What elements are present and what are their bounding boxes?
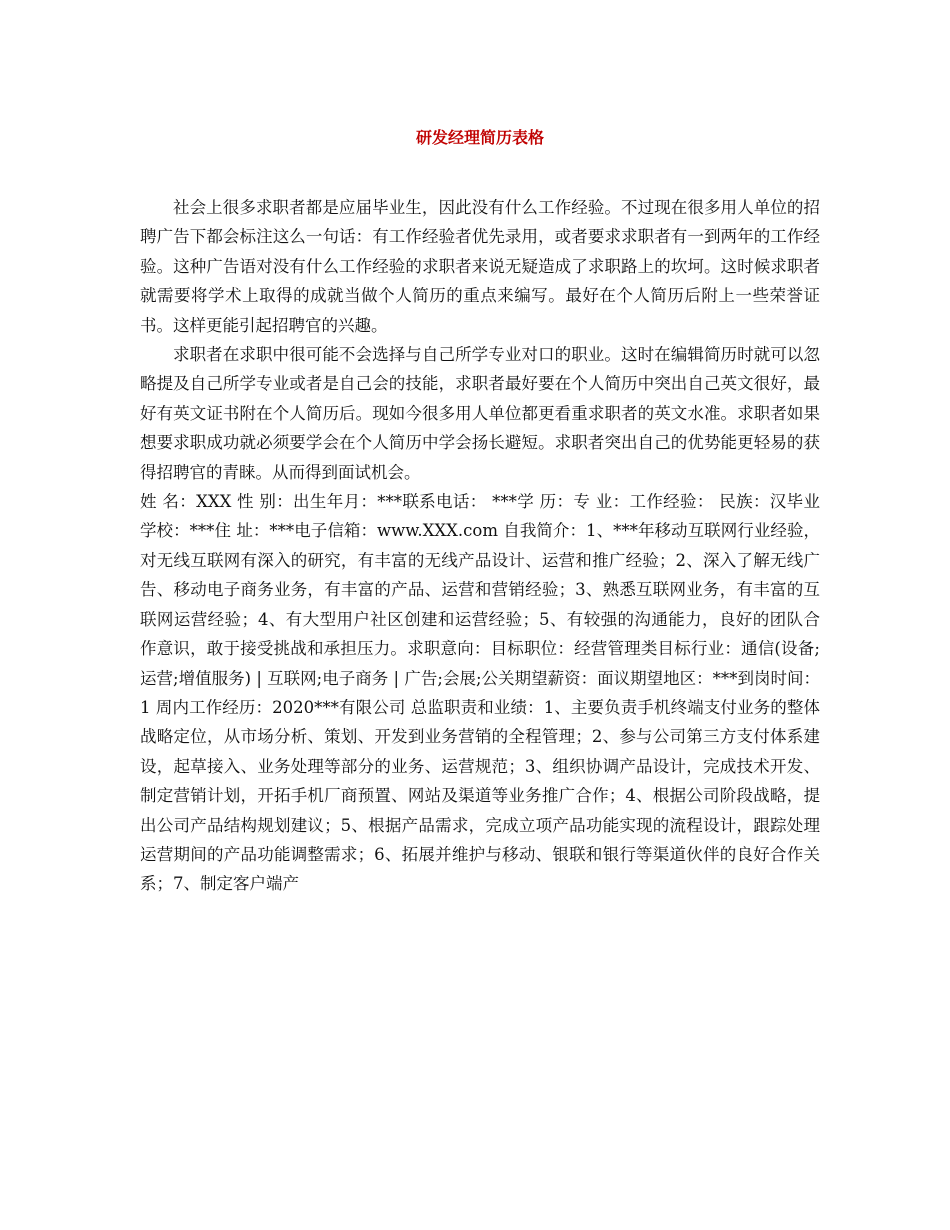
- document-body: [140, 193, 820, 899]
- intro-paragraph-2: 求职者在求职中很可能不会选择与自己所学专业对口的职业。这时在编辑简历时就可以忽略提及自己所学专业或者是自己会的技能，求职者最好要在个人简历中突出自己英文很好，最好有英文证书附在个人简历后。现如今很多用人单位都更看重求职者的英文水准。求职者如果想要求职成功就必须要学会在个人简历中学会扬长避短。求职者突出自己的优势能更轻易的获得招聘官的青睐。从而得到面试机会。: [140, 345, 820, 482]
- resume-details-paragraph: 姓 名：XXX 性 别：出生年月：***联系电话： ***学 历：专 业：工作经验： 民族：汉毕业学校：***住 址：***电子信箱：www.XXX.com 自我简介：1、***年移动互联网行业经验，对无线互联网有深入的研究，有丰富的无线产品设计、运营和推广经验；2、深入了解无线广告、移动电子商务业务，有丰富的产品、运营和营销经验；3、熟悉互联网业务，有丰富的互联网运营经验；4、有大型用户社区创建和运营经验；5、有较强的沟通能力，良好的团队合作意识，敢于接受挑战和承担压力。求职意向：目标职位：经营管理类目标行业：通信(设备;运营;增值服务) | 互联网;电子商务 | 广告;会展;公关期望薪资：面议期望地区：***到岗时间：1 周内工作经历：2020***有限公司 总监职责和业绩：1、主要负责手机终端支付业务的整体战略定位，从市场分析、策划、开发到业务营销的全程管理；2、参与公司第三方支付体系建设，起草接入、业务处理等部分的业务、运营规范；3、组织协调产品设计，完成技术开发、制定营销计划，开拓手机厂商预置、网站及渠道等业务推广合作；4、根据公司阶段战略，提出公司产品结构规划建议；5、根据产品需求，完成立项产品功能实现的流程设计，跟踪处理运营期间的产品功能调整需求；6、拓展并维护与移动、银联和银行等渠道伙伴的良好合作关系；7、制定客户端产: [140, 492, 820, 894]
- intro-paragraph-1: 社会上很多求职者都是应届毕业生，因此没有什么工作经验。不过现在很多用人单位的招聘广告下都会标注这么一句话：有工作经验者优先录用，或者要求求职者有一到两年的工作经验。这种广告语对没有什么工作经验的求职者来说无疑造成了求职路上的坎坷。这时候求职者就需要将学术上取得的成就当做个人简历的重点来编写。最好在个人简历后附上一些荣誉证书。这样更能引起招聘官的兴趣。: [140, 198, 820, 335]
- document-title: 研发经理简历表格: [415, 128, 544, 147]
- document-page: [140, 0, 820, 1230]
